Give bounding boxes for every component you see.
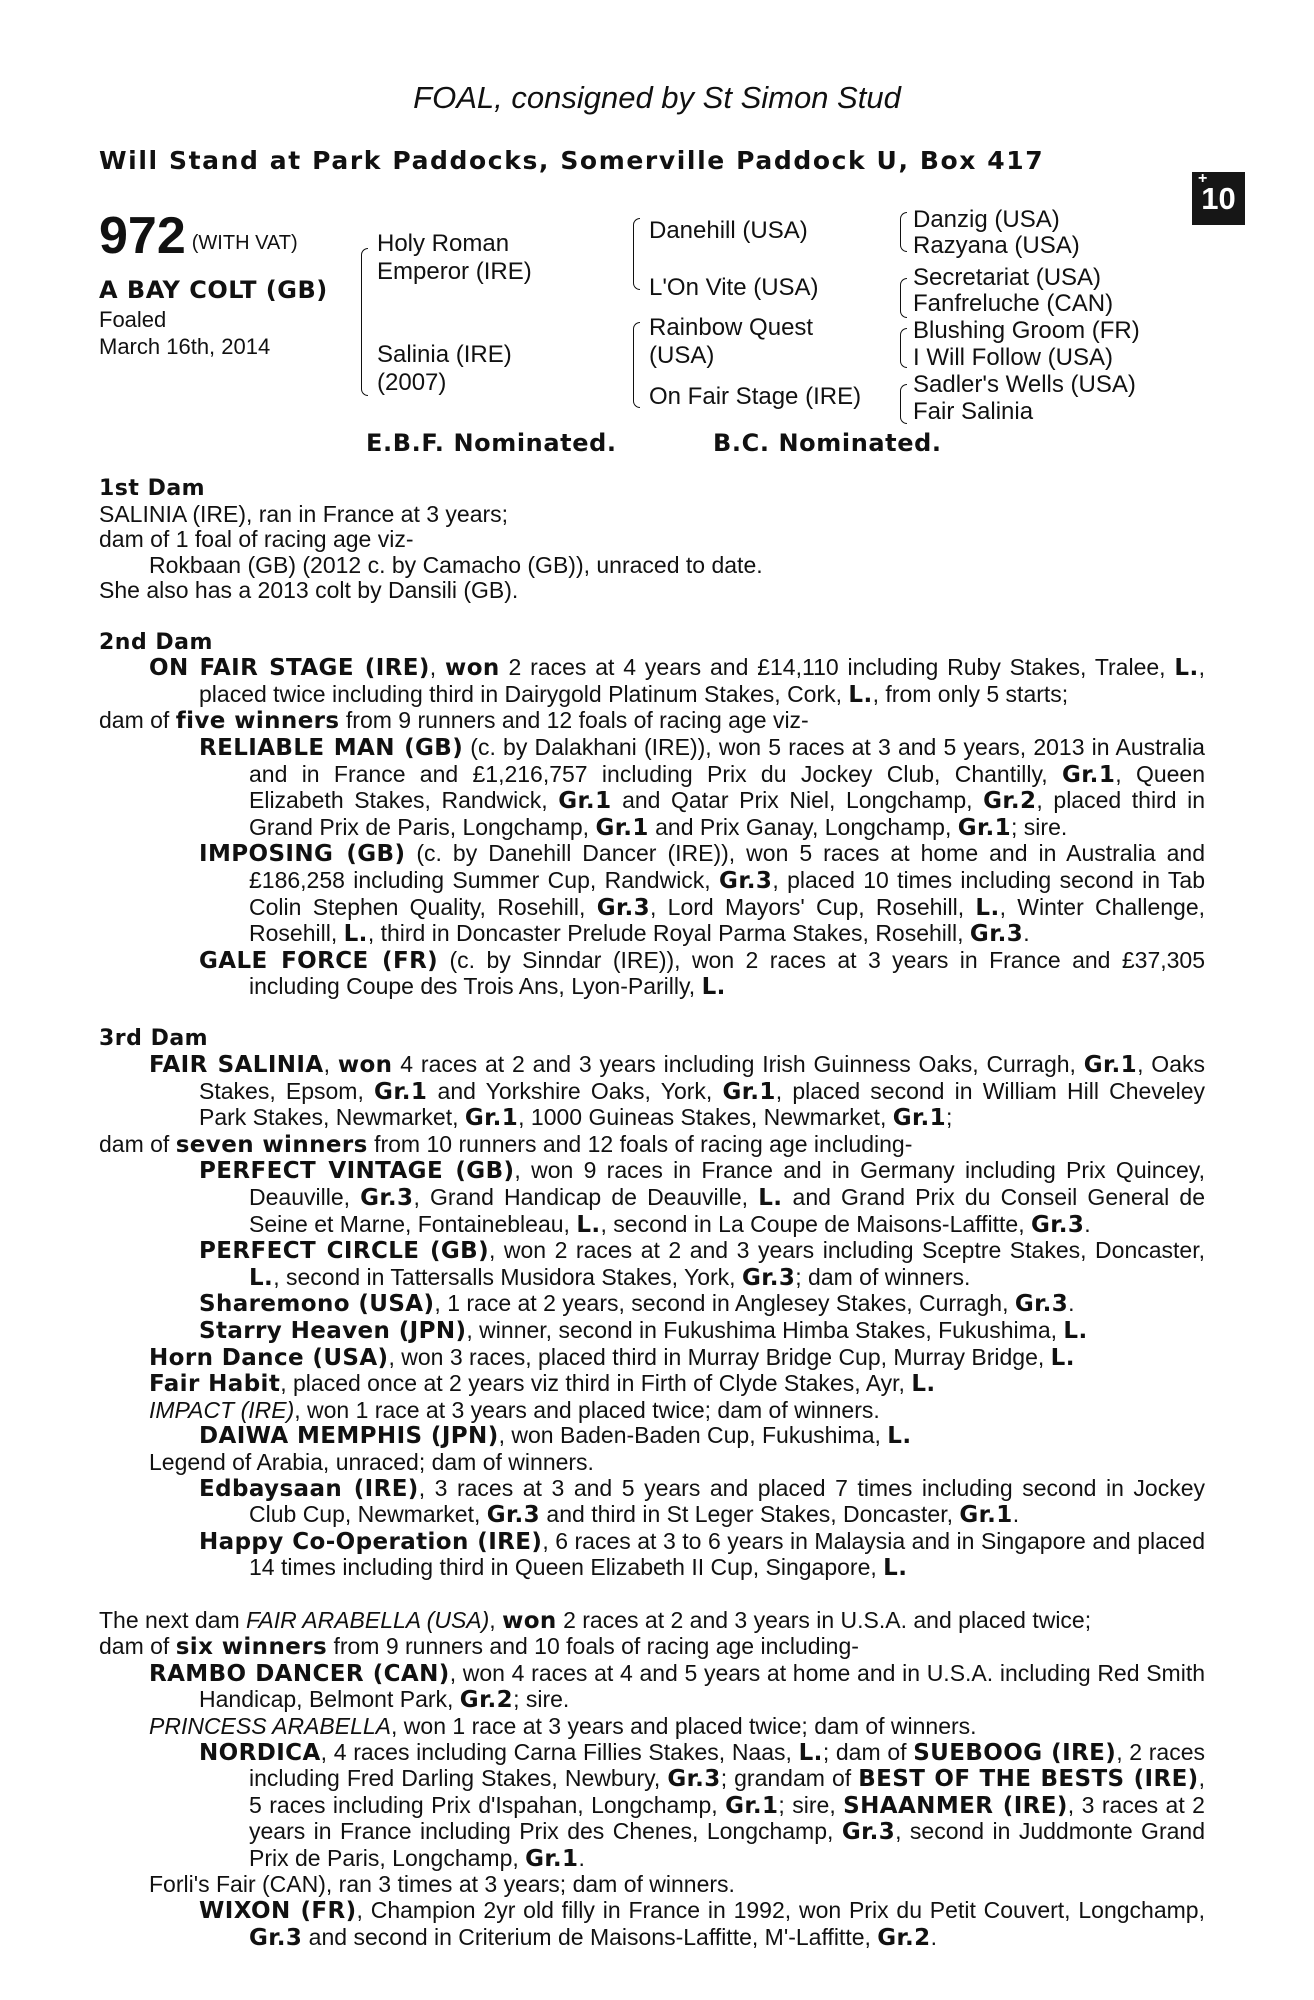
- brace-gg-4: [900, 384, 907, 424]
- second-dam-intro: ON FAIR STAGE (IRE), won 2 races at 4 years and £14,110 including Ruby Stakes, Tralee, L., placed twice including third in Dairygold Platinum Stakes, Cork, L., from only 5 starts;: [149, 654, 1205, 708]
- pedigree-gg-6: I Will Follow (USA): [913, 344, 1114, 371]
- dam-sire-line-2: (USA): [649, 342, 715, 369]
- page-title: FOAL, consigned by St Simon Stud: [413, 80, 901, 115]
- pedigree-gg-2: Razyana (USA): [913, 232, 1080, 259]
- vat-label: (WITH VAT): [191, 232, 298, 254]
- lot-number: [99, 206, 298, 273]
- produce-entry: PERFECT VINTAGE (GB), won 9 races in France and in Germany including Prix Quincey, Deauville, Gr.3, Grand Handicap de Deauville, L. and Grand Prix du Conseil General de Seine et Marne, Fontainebleau, L., second in La Coupe de Maisons-Laffitte, Gr.3.: [199, 1157, 1205, 1238]
- lot-number-value: 972: [99, 207, 186, 265]
- ebf-nominated: E.B.F. Nominated.: [366, 429, 617, 457]
- produce-entry: NORDICA, 4 races including Carna Fillies Stakes, Naas, L.; dam of SUEBOOG (IRE), 2 races including Fred Darling Stakes, Newbury, Gr.3; grandam of BEST OF THE BESTS (IRE), 5 races including Prix d'Ispahan, Longchamp, Gr.1; sire, SHAANMER (IRE), 3 races at 2 years in France including Prix des Chenes, Longchamp, Gr.3, second in Juddmonte Grand Prix de Paris, Longchamp, Gr.1.: [199, 1738, 1205, 1872]
- third-dam-heading: 3rd Dam: [99, 1026, 209, 1052]
- pedigree-dam-dam: On Fair Stage (IRE): [649, 383, 862, 410]
- produce-entry: PRINCESS ARABELLA, won 1 race at 3 years and placed twice; dam of winners.: [149, 1712, 977, 1739]
- pedigree-sire-sire: Danehill (USA): [649, 217, 808, 244]
- pedigree-gg-3: Secretariat (USA): [913, 264, 1102, 291]
- produce-entry: RELIABLE MAN (GB) (c. by Dalakhani (IRE)), won 5 races at 3 and 5 years, 2013 in Australia and in France and £1,216,757 including Prix du Jockey Club, Chantilly, Gr.1, Queen Elizabeth Stakes, Randwick, Gr.1 and Qatar Prix Niel, Longchamp, Gr.2, placed third in Grand Prix de Paris, Longchamp, Gr.1 and Prix Ganay, Longchamp, Gr.1; sire.: [199, 733, 1205, 841]
- brace-dam-parents: [633, 322, 640, 408]
- badge-plus: +: [1198, 170, 1208, 187]
- pedigree-gg-7: Sadler's Wells (USA): [913, 371, 1136, 398]
- pedigree-sire: [377, 230, 532, 286]
- first-dam-line: SALINIA (IRE), ran in France at 3 years;: [99, 500, 509, 527]
- produce-entry: RAMBO DANCER (CAN), won 4 races at 4 and 5 years at home and in U.S.A. including Red Smith Handicap, Belmont Park, Gr.2; sire.: [149, 1659, 1206, 1714]
- produce-entry: DAIWA MEMPHIS (JPN), won Baden-Baden Cup, Fukushima, L.: [199, 1422, 912, 1450]
- pedigree-dam: [377, 341, 512, 397]
- third-dam-section: [99, 1026, 1205, 1581]
- sire-line-1: Holy Roman: [377, 230, 510, 257]
- first-dam-heading: 1st Dam: [99, 476, 206, 501]
- produce-entry: Edbaysaan (IRE), 3 races at 3 and 5 years and placed 7 times including second in Jockey Club Cup, Newmarket, Gr.3 and third in St Leger Stakes, Doncaster, Gr.1.: [199, 1474, 1205, 1529]
- brace-sire-parents: [633, 218, 640, 290]
- sire-line-2: Emperor (IRE): [377, 258, 532, 285]
- lot-description: A BAY COLT (GB): [99, 276, 328, 304]
- first-dam-line: She also has a 2013 colt by Dansili (GB).: [99, 577, 519, 604]
- pedigree-gg-5: Blushing Groom (FR): [913, 317, 1140, 344]
- pedigree-gg-1: Danzig (USA): [913, 206, 1060, 233]
- dam-line-1: Salinia (IRE): [377, 341, 512, 368]
- first-dam-section: [99, 476, 1205, 604]
- brace-gg-2: [900, 278, 907, 318]
- bc-nominated: B.C. Nominated.: [713, 429, 942, 457]
- produce-entry: IMPOSING (GB) (c. by Danehill Dancer (IRE)), won 5 races at home and in Australia and £186,258 including Summer Cup, Randwick, Gr.3, placed 10 times including second in Tab Colin Stephen Quality, Rosehill, Gr.3, Lord Mayors' Cup, Rosehill, L., Winter Challenge, Rosehill, L., third in Doncaster Prelude Royal Parma Stakes, Rosehill, Gr.3.: [199, 840, 1206, 948]
- next-dam-produce-line: dam of six winners from 9 runners and 10 foals of racing age including-: [99, 1633, 859, 1661]
- lot-badge: [1192, 172, 1245, 225]
- pedigree-gg-8: Fair Salinia: [913, 398, 1034, 425]
- produce-entry: PERFECT CIRCLE (GB), won 2 races at 2 and 3 years including Sceptre Stakes, Doncaster, L., second in Tattersalls Musidora Stakes, York, Gr.3; dam of winners.: [199, 1237, 1205, 1291]
- brace-gg-1: [900, 212, 907, 252]
- pedigree-gg-4: Fanfreluche (CAN): [913, 290, 1114, 317]
- produce-entry: WIXON (FR), Champion 2yr old filly in France in 1992, won Prix du Petit Couvert, Longchamp, Gr.3 and second in Criterium de Maisons-Laffitte, M'-Laffitte, Gr.2.: [199, 1897, 1205, 1951]
- produce-entry: Legend of Arabia, unraced; dam of winners.: [149, 1448, 594, 1475]
- dam-sire-line-1: Rainbow Quest: [649, 314, 814, 341]
- second-dam-heading: 2nd Dam: [99, 629, 213, 655]
- produce-entry: IMPACT (IRE), won 1 race at 3 years and placed twice; dam of winners.: [149, 1396, 880, 1423]
- produce-entry: Fair Habit, placed once at 2 years viz third in Firth of Clyde Stakes, Ayr, L.: [149, 1370, 936, 1398]
- next-dam-intro: The next dam FAIR ARABELLA (USA), won 2 races at 2 and 3 years in U.S.A. and placed twice;: [99, 1606, 1092, 1634]
- first-dam-line: dam of 1 foal of racing age viz-: [99, 526, 414, 553]
- foaled-info: [99, 306, 270, 360]
- foaled-date: March 16th, 2014: [99, 334, 271, 359]
- first-dam-line: Rokbaan (GB) (2012 c. by Camacho (GB)), unraced to date.: [149, 551, 763, 578]
- third-dam-produce-line: dam of seven winners from 10 runners and 12 foals of racing age including-: [99, 1130, 913, 1158]
- second-dam-produce-line: dam of five winners from 9 runners and 12 foals of racing age viz-: [99, 707, 809, 735]
- brace-sire-dam: [361, 248, 368, 396]
- produce-entry: Happy Co-Operation (IRE), 6 races at 3 to 6 years in Malaysia and in Singapore and placed 14 times including third in Queen Elizabeth II Cup, Singapore, L.: [199, 1527, 1205, 1582]
- brace-gg-3: [900, 328, 907, 368]
- pedigree-dam-sire: [649, 314, 813, 370]
- produce-entry: Forli's Fair (CAN), ran 3 times at 3 years; dam of winners.: [149, 1871, 735, 1898]
- third-dam-intro: FAIR SALINIA, won 4 races at 2 and 3 years including Irish Guinness Oaks, Curragh, Gr.1, Oaks Stakes, Epsom, Gr.1 and Yorkshire Oaks, York, Gr.1, placed second in William Hill Cheveley Park Stakes, Newmarket, Gr.1, 1000 Guineas Stakes, Newmarket, Gr.1;: [149, 1051, 1206, 1132]
- produce-entry: Starry Heaven (JPN), winner, second in Fukushima Himba Stakes, Fukushima, L.: [199, 1317, 1088, 1344]
- produce-entry: Horn Dance (USA), won 3 races, placed third in Murray Bridge Cup, Murray Bridge, L.: [149, 1343, 1075, 1371]
- catalogue-body: [99, 476, 1205, 1951]
- dam-line-2: (2007): [377, 369, 447, 396]
- produce-entry: Sharemono (USA), 1 race at 2 years, second in Anglesey Stakes, Curragh, Gr.3.: [199, 1290, 1075, 1318]
- foaled-label: Foaled: [99, 307, 167, 332]
- pedigree-sire-dam: L'On Vite (USA): [649, 274, 819, 301]
- second-dam-section: [99, 630, 1205, 1001]
- stand-location: Will Stand at Park Paddocks, Somerville Paddock U, Box 417: [99, 146, 1045, 175]
- produce-entry: GALE FORCE (FR) (c. by Sinndar (IRE)), won 2 races at 3 years in France and £37,305 including Coupe des Trois Ans, Lyon-Parilly, L.: [199, 946, 1206, 1001]
- badge-number: 10: [1201, 181, 1236, 216]
- next-dam-section: [99, 1608, 1205, 1952]
